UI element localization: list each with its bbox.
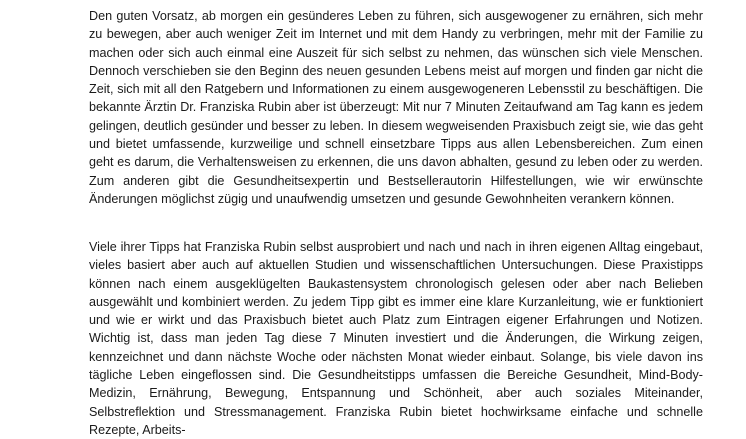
body-paragraph-2: Viele ihrer Tipps hat Franziska Rubin selbst ausprobiert und nach und nach in ihren eigenen Alltag eingebaut, vieles basiert aber auch auf aktuellen Studien und wissenschaftlichen Untersuchungen. Diese Praxistipps können nach einem ausgeklügelten Baukastensystem chronologisch gelesen oder aber nach Belieben ausgewählt und kombiniert werden. Zu jedem Tipp gibt es immer eine klare Kurzanleitung, wie er funktioniert und wie er wirkt und das Praxisbuch bietet auch Platz zum Eintragen eigener Erfahrungen und Notizen. Wichtig ist, dass man jeden Tag diese 7 Minuten investiert und die Änderungen, die Wirkung zeigen, kennzeichnet und dann nächste Woche oder nächsten Monat wieder einbaut. Solange, bis viele davon ins tägliche Leben eingeflossen sind. Die Gesundheitstipps umfassen die Bereiche Gesundheit, Mind-Body-Medizin, Ernährung, Bewegung, Entspannung und Schönheit, aber auch soziales Miteinander, Selbstreflektion und Stressmanagement. Franziska Rubin bietet hochwirksame einfache und schnelle Rezepte, Arbeits- — [89, 240, 703, 437]
body-paragraph-1: Den guten Vorsatz, ab morgen ein gesünderes Leben zu führen, sich ausgewogener zu ernähren, sich mehr zu bewegen, aber auch weniger Zeit im Internet und mit dem Handy zu verbringen, mehr mit der Familie zu machen oder sich auch einmal eine Auszeit für sich selbst zu nehmen, das wünschen sich viele Menschen. Dennoch verschieben sie den Beginn des neuen gesunden Lebens meist auf morgen und finden gar nicht die Zeit, sich mit all den Ratgebern und Informationen zu einem ausgewogeneren Lebensstil zu beschäftigen. Die bekannte Ärztin Dr. Franziska Rubin aber ist überzeugt: Mit nur 7 Minuten Zeitaufwand am Tag kann es jedem gelingen, deutlich gesünder und besser zu leben. In diesem wegweisenden Praxisbuch zeigt sie, wie das geht und bietet umfassende, kurzweilige und schnell einsetzbare Tipps aus allen Lebensbereichen. Zum einen geht es darum, die Verhaltensweisen zu erkennen, die uns davon abhalten, gesund zu leben oder zu werden. Zum anderen gibt die Gesundheitsexpertin und Bestsellerautorin Hilfestellungen, wie wir erwünschte Änderungen möglichst zügig und unaufwendig umsetzen und gesunde Gewohnheiten verankern können. — [89, 9, 703, 206]
